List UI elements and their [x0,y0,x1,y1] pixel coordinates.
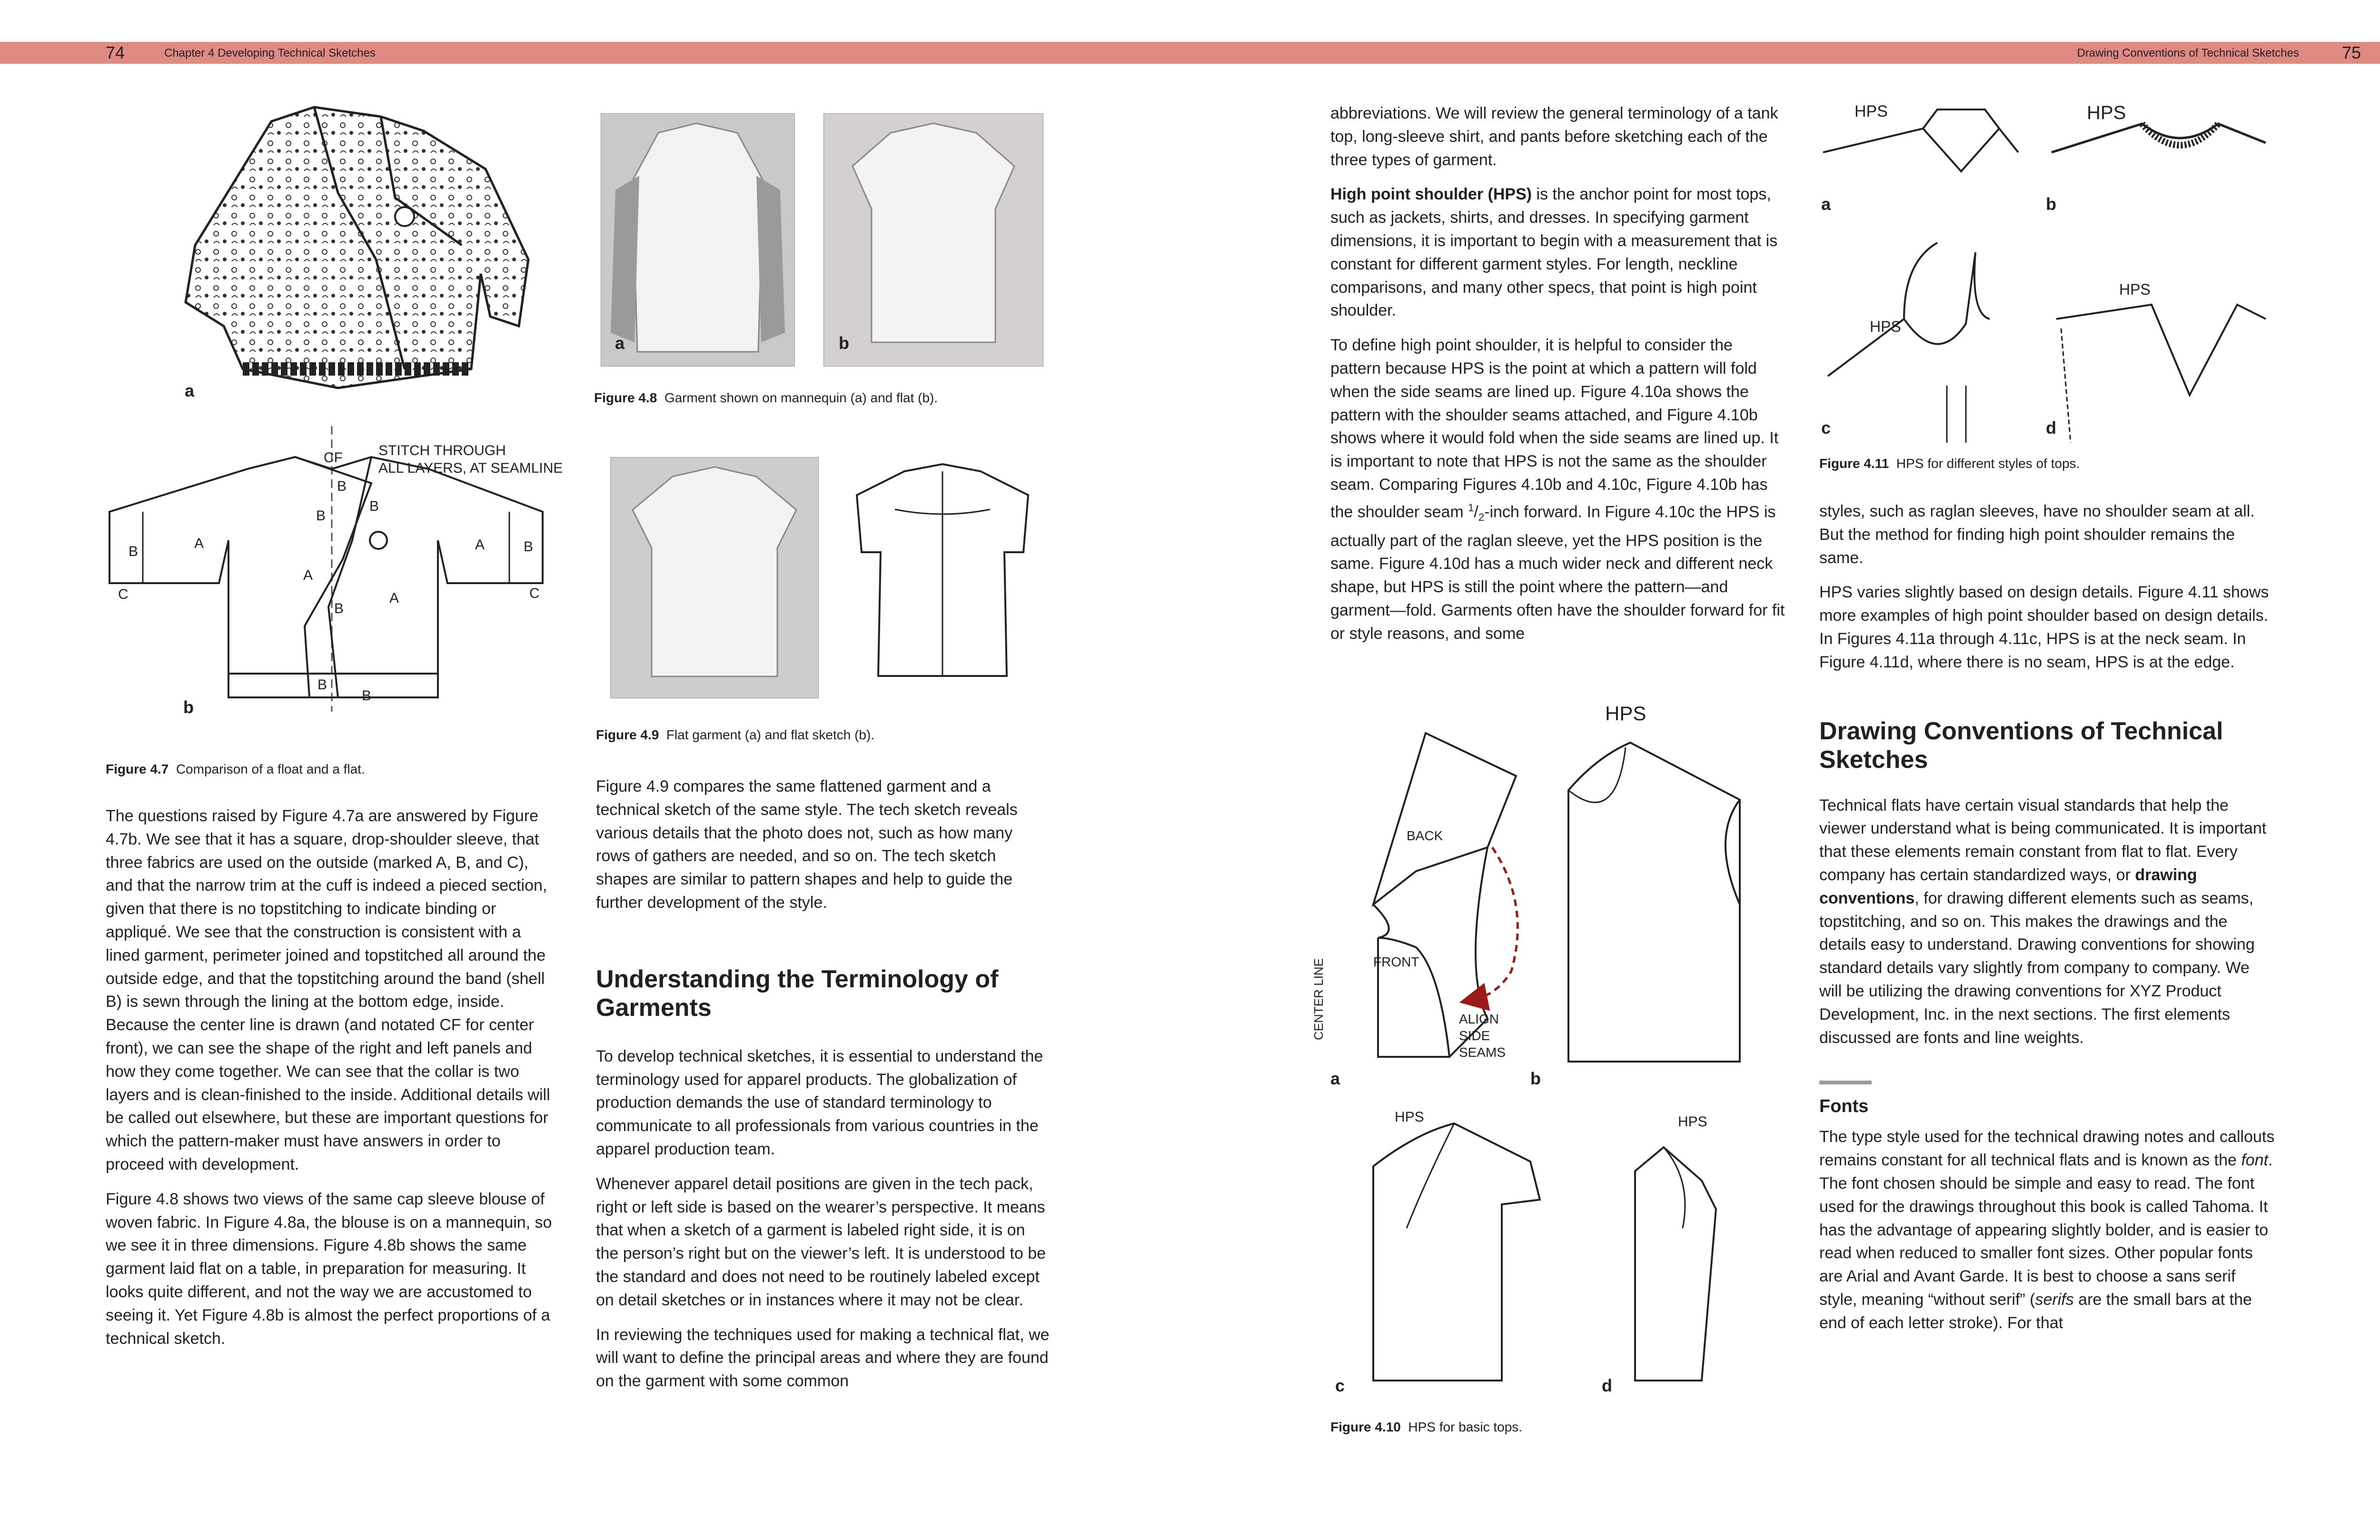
figure-4-8-caption-number: Figure 4.8 [594,390,657,405]
figure-4-10-caption-text: HPS for basic tops. [1408,1420,1523,1434]
term-font: font [2241,1151,2269,1170]
right-col1-paragraph-1: abbreviations. We will review the general terminology of a tank top, long-sleeve shirt, and pants before sketching each of the three types of garment. [1330,104,1778,169]
region-b-hem-left: B [317,677,327,693]
cf-label: CF [324,450,343,466]
figure-4-9a-flat-garment-photo [610,457,819,698]
figure-4-7-caption-number: Figure 4.7 [106,762,169,776]
heading-understanding-terminology: Understanding the Terminology of Garments [596,965,999,1022]
right-col1-paragraph-3: To define high point shoulder, it is helpful to consider the pattern because HPS is the point at which a pattern will fold when the side seams are lined up. Figure 4.10a shows the pattern with the shoulder seams attached, and Figure 4.10b shows where it would fold when the side seams are lined up. It is important to note that HPS is not the same as the shoulder seam. Comparing Figures 4.10b and 4.10c, Figure 4.10b has the shoulder seam $^1/_2$-inch forward. In Figure 4.10c the HPS is actually part of the raglan sleeve, yet the HPS position is the same. Figure 4.10d has a much wider neck and different neck shape, but HPS is still the point where the pattern—and garment—fold. Garments often have the shoulder forward for fit or style reasons, and some [1330,336,1785,643]
figure-4-7-label-b: b [183,697,194,717]
figure-4-8-caption-text: Garment shown on mannequin (a) and flat (b). [664,390,938,405]
region-b-front-band: B [334,601,344,616]
term-high-point-shoulder: High point shoulder (HPS) [1330,185,1532,204]
right-column-1-text [1330,102,1787,657]
fig-4-10-hps-c: HPS [1395,1109,1424,1125]
figure-4-11-caption [1819,456,2080,471]
region-a-sleeve-right: A [475,537,485,553]
region-c-left: C [118,586,129,602]
left-page-number: 74 [106,43,125,62]
figure-4-9b-flat-sketch [843,457,1042,695]
fig-4-10-label-d: d [1602,1376,1612,1395]
subheading-fonts: Fonts [1819,1096,1869,1117]
heading-drawing-conventions: Drawing Conventions of Technical Sketches [1819,717,2223,774]
figure-4-7a-jacket-illustration [157,102,547,393]
stitch-note-line2: ALL LAYERS, AT SEAMLINE [378,460,563,476]
left-header-band [0,42,1185,64]
figure-4-9-caption-number: Figure 4.9 [596,727,659,742]
region-b-collar-3: B [369,498,379,514]
region-a-sleeve-left: A [194,536,204,551]
right-col2-paragraph-4: The type style used for the technical drawing notes and callouts remains constant for all technical flats and is known as the font. The font chosen should be simple and easy to read. The font used for the drawings throughout this book is called Tahoma. It has the advantage of appearing slightly bolder, and is easier to read when reduced to smaller font sizes. Other popular fonts are Arial and Avant Garde. It is best to choose a sans serif style, meaning “without serif” (serifs are the small bars at the end of each letter stroke). For that [1819,1128,2275,1332]
left-running-head: Chapter 4 Developing Technical Sketches [164,47,376,60]
region-b-collar-2: B [316,508,326,524]
fig-4-10-align-1: ALIGN [1459,1012,1499,1026]
left-col1-paragraph-1: The questions raised by Figure 4.7a are answered by Figure 4.7b. We see that it has a square, drop-shoulder sleeve, that three fabrics are used on the outside (marked A, B, and C), and that the narrow trim at the cuff is indeed a pieced section, given that there is no topstitching to indicate binding or appliqué. We see that the construction is consistent with a lined garment, perimeter joined and topstitched all around the outside edge, and that the topstitching around the band (shell B) is sewn through the lining at the bottom edge, inside. Because the center line is drawn (and notated CF for center front), we can see the shape of the right and left panels and how they come together. We can see that the collar is two layers and is clean-finished to the inside. Additional details will be called out elsewhere, but these are important questions for which the pattern-maker must have answers in order to proceed with development. [106,807,550,1173]
fig-4-11-label-d: d [2046,418,2056,437]
fig-4-10-align-2: SIDE [1459,1028,1490,1043]
fig-4-11-hps-b: HPS [2087,102,2126,123]
fig-4-10-label-b: b [1530,1069,1541,1088]
left-col2-paragraph-4: In reviewing the techniques used for making a technical flat, we will want to define the principal areas and where they are found on the garment with some common [596,1325,1050,1391]
fig-4-11-label-b: b [2046,194,2056,214]
figure-4-11-diagrams [1818,100,2271,443]
region-a-body-left: A [303,567,313,583]
fig-4-10-label-a: a [1330,1069,1340,1088]
left-column-2-text [596,775,1051,1404]
term-drawing-conventions: drawing conventions [1819,865,2197,907]
right-col2-paragraph-1: styles, such as raglan sleeves, have no shoulder seam at all. But the method for finding high point shoulder remains the same. [1819,502,2255,567]
right-header-band [1185,42,2380,64]
left-col1-paragraph-2: Figure 4.8 shows two views of the same cap sleeve blouse of woven fabric. In Figure 4.8a, the blouse is on a mannequin, so we see it in three dimensions. Figure 4.8b shows the same garment laid flat on a table, in preparation for measuring. It looks quite different, and not the way we are accustomed to seeing it. Yet Figure 4.8b is almost the perfect proportions of a technical sketch. [106,1190,552,1348]
right-col2-paragraph-3: Technical flats have certain visual standards that help the viewer understand what is being communicated. It is important that these elements remain constant from flat to flat. Every company has certain standardized ways, or drawing conventions, for drawing different elements such as seams, topstitching, and so on. This makes the drawings and the details easy to understand. Drawing conventions for showing standard details vary slightly from company to company. We will be utilizing the drawing conventions for XYZ Product Development, Inc. in the next sections. The first elements discussed are fonts and line weights. [1819,796,2267,1047]
region-c-right: C [529,586,540,601]
fig-4-11-label-a: a [1821,194,1831,214]
figure-4-10-caption [1330,1420,1522,1435]
figure-4-9-caption-text: Flat garment (a) and flat sketch (b). [666,727,875,742]
figure-4-7-caption-text: Comparison of a float and a flat. [176,762,365,776]
figure-4-10-diagrams [1330,705,1811,1428]
figure-4-8a-mannequin-photo [601,113,795,367]
fig-4-10-align-3: SEAMS [1459,1045,1506,1060]
figure-4-8-label-b: b [839,333,849,353]
left-col2-paragraph-1: Figure 4.9 compares the same flattened garment and a technical sketch of the same style. The tech sketch reveals various details that the photo does not, such as how many rows of gathers are needed, and so on. The tech sketch shapes are similar to pattern shapes and help to guide the further development of the style. [596,777,1018,912]
fraction-denominator: 2 [1478,511,1485,523]
figure-4-11-caption-text: HPS for different styles of tops. [1896,456,2080,471]
fig-4-10-back-label: BACK [1407,828,1443,843]
region-b-cuff-left: B [129,544,139,559]
fig-4-10-label-c: c [1335,1376,1345,1395]
figure-4-7-caption [106,762,365,777]
fig-4-11-hps-c: HPS [1870,318,1901,335]
right-running-head: Drawing Conventions of Technical Sketches [2077,47,2299,60]
fonts-section-rule [1819,1081,1872,1084]
left-column-1-text [106,805,558,1361]
fig-4-10-front-label: FRONT [1373,954,1419,969]
fig-4-10-hps-b: HPS [1605,702,1646,725]
left-col2-paragraph-3: Whenever apparel detail positions are given in the tech pack, right or left side is based on the wearer’s perspective. It means that when a sketch of a garment is labeled right side, it is on the person’s right but on the viewer’s left. It is understood to be the standard and does not need to be routinely labeled except on detail sketches or in instances where it may not be clear. [596,1174,1046,1309]
figure-4-11-caption-number: Figure 4.11 [1819,456,1889,471]
stitch-note-line1: STITCH THROUGH [378,443,506,458]
fig-4-10-center-line-label: CENTER LINE [1311,958,1326,1040]
left-col2-paragraph-2: To develop technical sketches, it is essential to understand the terminology used for apparel products. The globalization of production demands the use of standard terminology to communicate to all professionals from various countries in the apparel production team. [596,1047,1043,1158]
figure-4-8-caption [594,390,938,406]
right-col2-paragraph-2: HPS varies slightly based on design details. Figure 4.11 shows more examples of high point shoulder based on design details. In Figures 4.11a through 4.11c, HPS is at the neck seam. In Figure 4.11d, where there is no seam, HPS is at the edge. [1819,583,2269,671]
right-page-number: 75 [2341,43,2361,62]
right-column-2-text [1819,500,2276,1346]
right-col1-paragraph-2: High point shoulder (HPS) is the anchor point for most tops, such as jackets, shirts, and dresses. In specifying garment dimensions, it is important to begin with a measurement that is constant for different garment styles. For length, neckline comparisons, and many other specs, that point is high point shoulder. [1330,185,1778,320]
figure-4-10-caption-number: Figure 4.10 [1330,1420,1401,1434]
figure-4-7-label-a: a [185,381,195,400]
region-a-body-right: A [389,590,399,606]
figure-4-9-caption [596,727,874,743]
fig-4-11-hps-d: HPS [2119,281,2151,298]
region-b-collar-1: B [337,478,347,494]
fig-4-11-label-c: c [1821,418,1831,437]
region-b-hem-right: B [362,688,372,704]
region-b-cuff-right: B [524,539,534,555]
figure-4-8-label-a: a [615,333,625,353]
fraction-numerator: 1 [1468,501,1474,514]
term-serifs: serifs [2035,1290,2074,1309]
figure-4-8b-flat-photo [823,113,1043,367]
fig-4-10-hps-d: HPS [1678,1114,1707,1130]
fig-4-11-hps-a: HPS [1854,102,1888,120]
